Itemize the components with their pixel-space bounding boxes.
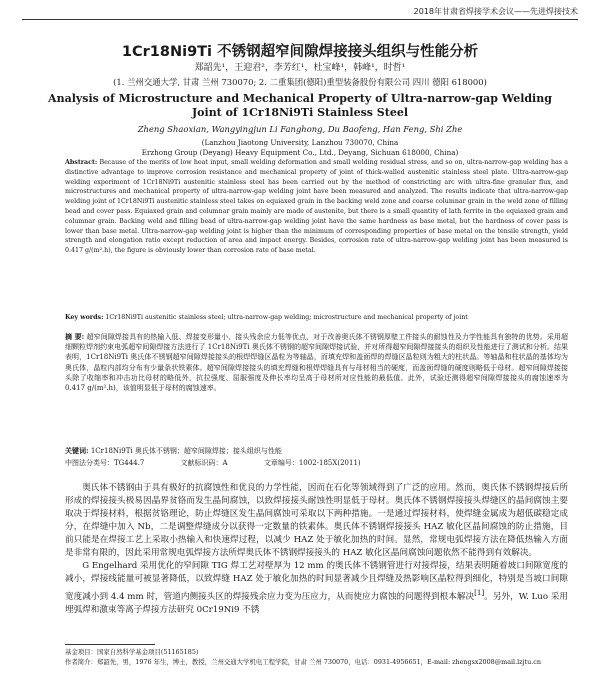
- header-rule: [22, 19, 578, 20]
- footnote-fund: 基金项目：国家自然科学基金项目(51165185): [65, 648, 199, 656]
- document-code: 文献标识码：A: [180, 459, 228, 467]
- abstract-chinese: [65, 332, 568, 393]
- body-paragraph-2: [65, 560, 568, 617]
- keywords-english: [65, 313, 568, 322]
- keywords-chinese-label: 关键词:: [65, 446, 89, 455]
- classification-line: [65, 458, 395, 468]
- keywords-chinese-text: 1Cr18Ni9Ti 奥氏体不锈钢；超窄间隙焊接；接头组织与性能: [90, 447, 282, 455]
- title-english: [40, 92, 560, 120]
- abstract-english-label: Abstract:: [65, 159, 98, 166]
- authors-english: Zheng Shaoxian, Wangyingjun Li Fanghong, Du Baofeng, Han Feng, Shi Zhe: [137, 124, 463, 134]
- abstract-english-text: Because of the merits of low heat input, small welding deformation and small welding residual stress, and so on, ultra-narrow-gap welding has a distinctive advantage to improve corrosion resistance and mechanical property of joint of thick-walled austenitic stainless steel plate. Ultra-narrow-gap welding experiment of 1Cr18Ni9Ti austenitic stainless steel has been carried out by the method of constricting arc with ultra-fine granular flux, and microstructures and mechanical property of ultra-narrow-gap welding joint have been measured and analyzed. The results indicate that ultra-narrow-gap welding joint of 1Cr18Ni9Ti austenitic stainless steel takes on equiaxed grain in the backing weld zone and coarse columnar grain in the weld zone of filling bead and cover pass. Equiaxed grain and columnar grain mainly are made of austenite, but there is a small quantity of lath ferrite in the equiaxed grain and columnar grain. Backing weld and filling bead of ultra-narrow-gap welding joint have the same hardness as base metal, but the hardness of cover pass is lower than base metal. Ultra-narrow-gap welding joint is higher than the minimum of corresponding properties of base metal on the tensile strength, yield strength and elongation ratio except reduction of area and impact energy. Besides, corrosion rate of ultra-narrow-gap welding joint has been measured is 0.417 g/(m².h), the figure is obviously lower than corrosion rate of base metal.: [65, 159, 568, 255]
- affiliation-chinese: (1. 兰州交通大学, 甘肃 兰州 730070; 2. 二重集团(德阳)重型装备股份有限公司 四川 德阳 618000): [113, 77, 487, 87]
- keywords-english-label: Key words:: [65, 314, 104, 321]
- body-paragraph-2-tail: 。另外，W. Luo 采用埋弧焊和激束等离子焊接方法研究 0Cr19Ni9 不锈: [65, 591, 568, 615]
- body-paragraph-1: 奥氏体不锈钢由于具有极好的抗腐蚀性和优良的力学性能，因而在石化等领域得到了广泛的应用。然而，奥氏体不锈钢焊接后所形成的焊接接头极易因晶界贫铬而发生晶间腐蚀，以致焊接接头耐蚀性明显低于母材。奥氏体不锈钢焊接接头焊缝区的晶间腐蚀主要取决于焊接材料，根据贫铬理论，防止焊缝区发生晶间腐蚀可采取以下两种措施。一是通过焊接材料，使焊缝金属成为超低碳稳定成分，在焊缝中加入 Nb，二是调整焊缝成分以获得一定数量的铁素体。奥氏体不锈钢焊接接头 HAZ 敏化区晶间腐蚀的防止措施，目前只能是在焊接工艺上采取小热输入和快速焊过程，以减少 HAZ 处于敏化加热的时间。显然，常规电弧焊接方法在降低热输入方面是非常有限的，因此采用常规电弧焊接方法所焊奥氏体不锈钢焊接接头的 HAZ 敏化区晶间腐蚀问题依然不能得到有效解决。: [65, 483, 568, 558]
- running-header: 2018年甘肃省焊接学术会议——先进焊接技术: [413, 7, 578, 16]
- keywords-chinese: [65, 446, 568, 456]
- title-chinese: 1Cr18Ni9Ti 不锈钢超窄间隙焊接接头组织与性能分析: [121, 44, 479, 60]
- footnote-author-info: 作者简介：郑韶先，男，1976 年生，博士，教授，兰州交通大学机电工程学院，甘肃 兰州 730070，电话：0931-4956651，E-mail: zhengsx2008@mail.lzjtu.cn: [65, 657, 541, 666]
- title-english-line-1: Analysis of Microstructure and Mechanical Property of Ultra-narrow-gap Welding: [48, 92, 552, 105]
- article-number: 文章编号：1002-185X(2011): [263, 459, 361, 467]
- body-text: [65, 482, 568, 617]
- footnote-rule: [65, 644, 155, 645]
- affiliation-english: [0, 138, 600, 158]
- title-english-line-2: Joint of 1Cr18Ni9Ti Stainless Steel: [191, 106, 409, 119]
- citation-1[interactable]: [1]: [474, 588, 485, 597]
- abstract-chinese-label: 摘 要:: [65, 332, 85, 341]
- affiliation-english-2: Erzhong Group (Deyang) Heavy Equipment Co., Ltd., Deyang, Sichuan 618000, China): [141, 148, 459, 157]
- clc-number: 中图法分类号：TG444.7: [65, 459, 145, 467]
- authors-chinese: 郑韶先¹，王迎君²，李芳红¹，杜宝峰¹，韩峰¹，时哲¹: [194, 63, 406, 73]
- body-paragraph-2-text: G Engelhard 采用优化的窄间隙 TIG 焊工艺对壁厚为 12 mm 的奥氏体不锈钢管进行对接焊接，结果表明随着坡口间隙宽度的减小，焊接线能量可被显著降低，以致焊缝 HAZ 处于敏化加热的时间显著减少且焊缝及热影响区晶粒得到细化，特别是当坡口间隙宽度减小到 4.4 mm 时，管道内侧接头区的焊接残余应力变为压应力，从而使应力腐蚀的问题得到根本解决: [65, 561, 568, 602]
- abstract-english: [65, 158, 568, 256]
- affiliation-english-1: (Lanzhou Jiaotong University, Lanzhou 730070, China: [201, 138, 399, 147]
- abstract-chinese-text: 超窄间隙焊接具有的热输入低、焊接变形量小、接头残余应力低等优点，对于改善奥氏体不锈钢厚壁工件接头的耐蚀性及力学性能具有独特的优势。采用超细颗粒焊剂约束电弧超窄间隙焊接方法进行了 1Cr18Ni9Ti 奥氏体不锈钢的超窄间隙焊接试验，并对所得超窄间隙焊接接头的组织及性能进行了测试和分析。结果表明，1Cr18Ni9Ti 奥氏体不锈钢超窄间隙焊接接头的根焊焊缝区晶粒为等轴晶，而填充焊和盖面焊的焊缝区晶粒则为粗大的柱状晶。等轴晶和柱状晶的基体均为奥氏体，晶粒内部均分布有少量条状铁素体。超窄间隙焊接接头的填充焊缝和根焊焊缝具有与母材相当的硬度，而盖面焊缝的硬度则略低于母材。超窄间隙焊接接头除了收缩率和冲击功比母材的略低外，抗拉强度、屈服强度及伸长率均呈高于母材所对应性能的最低值。此外，试验还测得超窄间隙焊接接头的腐蚀速率为 0.417 g/(m².h)，该值明显低于母材的腐蚀速率。: [65, 333, 568, 393]
- footnote: [65, 648, 568, 667]
- keywords-english-text: 1Cr18Ni9Ti austenitic stainless steel; ultra-narrow-gap welding; microstructure and mechanical property of joint: [105, 314, 468, 321]
